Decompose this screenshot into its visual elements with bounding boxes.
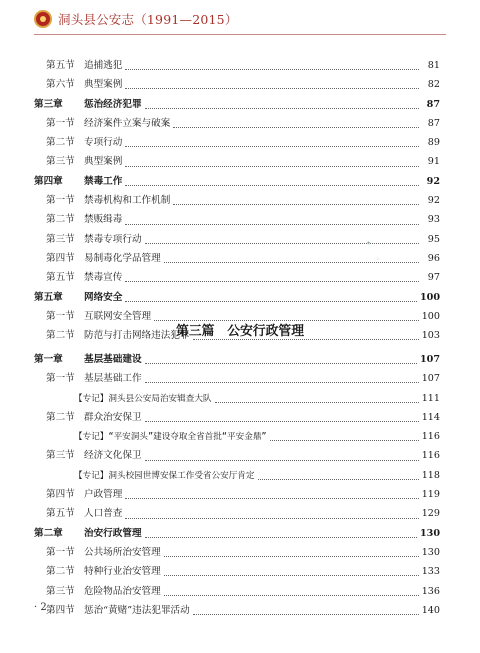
toc-entry-title: 治安行政管理 <box>84 527 142 539</box>
toc-page-number: 87 <box>426 98 440 110</box>
dot-leader <box>125 301 417 302</box>
toc-chapter-row[interactable] <box>34 172 440 191</box>
toc-entry-number: 第一节 <box>46 117 75 129</box>
toc-section-row[interactable] <box>34 408 440 427</box>
toc-entry-title: 基层基础工作 <box>84 373 142 385</box>
toc-section-row[interactable] <box>34 369 440 388</box>
dot-leader <box>164 556 419 557</box>
toc-page-number: 140 <box>421 604 440 616</box>
toc-section-bottom <box>34 350 440 620</box>
toc-entry-title: 易制毒化学品管理 <box>84 252 161 264</box>
toc-page-number: 118 <box>421 469 440 481</box>
toc-section-row[interactable] <box>34 56 440 75</box>
toc-note-row[interactable] <box>34 389 440 408</box>
toc-entry-label <box>34 249 161 268</box>
dot-leader <box>164 595 419 596</box>
toc-entry-label <box>34 428 267 447</box>
dot-leader <box>258 479 419 480</box>
toc-entry-number: 【专记】 <box>74 393 109 404</box>
toc-entry-title: 经济案件立案与破案 <box>84 117 171 129</box>
toc-entry-title: 危险物品治安管理 <box>84 585 161 597</box>
toc-page-number: 103 <box>421 330 440 342</box>
dot-leader <box>145 243 419 244</box>
toc-page-number: 136 <box>421 585 440 597</box>
toc-entry-title: 人口普查 <box>84 508 123 520</box>
toc-page-number: 100 <box>421 310 440 322</box>
toc-entry-label <box>34 268 122 287</box>
toc-entry-label <box>34 467 255 486</box>
toc-page-number: 92 <box>426 175 440 187</box>
toc-entry-number: 第一节 <box>46 373 75 385</box>
toc-entry-title: “平安洞头”建设夺取全省首批“平安金鼎” <box>108 432 267 443</box>
toc-page-number: 81 <box>427 60 440 71</box>
toc-chapter-row[interactable] <box>34 350 440 369</box>
toc-entry-number: 第二章 <box>34 527 63 539</box>
toc-entry-number: 第三节 <box>46 156 75 168</box>
dot-leader <box>145 460 419 461</box>
toc-page-number: 107 <box>419 354 440 365</box>
toc-entry-title: 特种行业治安管理 <box>84 566 161 578</box>
dot-leader <box>145 108 419 109</box>
toc-entry-title: 禁毒工作 <box>84 175 123 187</box>
toc-entry-label <box>34 350 142 369</box>
toc-section-row[interactable] <box>34 133 440 152</box>
toc-section-row[interactable] <box>34 601 440 620</box>
police-emblem-icon <box>34 10 52 28</box>
dot-leader <box>125 224 419 225</box>
toc-page-number: 95 <box>427 233 440 245</box>
toc-entry-label <box>34 114 170 133</box>
toc-entry-number: 第五节 <box>46 60 75 71</box>
toc-entry-title: 网络安全 <box>84 291 123 303</box>
toc-page-number: 89 <box>427 137 440 149</box>
toc-page-number: 116 <box>421 450 440 462</box>
toc-entry-title: 互联网安全管理 <box>84 310 152 322</box>
toc-chapter-row[interactable] <box>34 95 440 114</box>
toc-note-row[interactable] <box>34 466 440 485</box>
toc-entry-number: 第三节 <box>46 233 75 245</box>
toc-entry-number: 第五章 <box>34 291 63 303</box>
toc-page-number: 111 <box>421 392 440 404</box>
toc-section-row[interactable] <box>34 114 440 133</box>
toc-entry-title: 追捕逃犯 <box>84 60 123 71</box>
toc-entry-number: 第一节 <box>46 195 75 207</box>
toc-entry-number: 第三节 <box>46 450 75 462</box>
toc-entry-number: 第一节 <box>46 546 75 558</box>
scan-speck: ◦ <box>376 256 380 263</box>
toc-note-row[interactable] <box>34 427 440 446</box>
toc-entry-number: 第二节 <box>46 214 75 226</box>
running-header <box>34 6 446 32</box>
toc-page-number: 92 <box>427 195 440 207</box>
toc-entry-label <box>34 408 142 427</box>
toc-chapter-row[interactable] <box>34 524 440 543</box>
dot-leader <box>215 402 419 403</box>
toc-entry-number: 第四章 <box>34 175 63 187</box>
dot-leader <box>145 382 419 383</box>
dot-leader <box>125 88 419 89</box>
dot-leader <box>270 440 419 441</box>
dot-leader <box>173 204 419 205</box>
toc-entry-label <box>34 191 170 210</box>
toc-entry-number: 第四节 <box>46 252 75 264</box>
toc-page-number: 129 <box>421 508 440 520</box>
toc-page-number: 133 <box>421 566 440 578</box>
header-title: 洞头县公安志（1991—2015） <box>58 12 238 27</box>
toc-entry-title: 惩治“黄赌”违法犯罪活动 <box>84 604 190 616</box>
toc-section-row[interactable] <box>34 446 440 465</box>
toc-entry-label <box>34 152 122 171</box>
header-rule <box>34 34 446 35</box>
toc-entry-label <box>34 582 161 601</box>
scan-speck: ✦ <box>366 240 372 247</box>
toc-entry-number: 第二节 <box>46 330 75 342</box>
toc-entry-label <box>34 133 122 152</box>
toc-entry-number: 【专记】 <box>74 470 109 481</box>
toc-section-row[interactable] <box>34 75 440 94</box>
toc-section-row[interactable] <box>34 210 440 229</box>
toc-page-number: 116 <box>421 431 440 443</box>
toc-entry-number: 第三章 <box>34 98 63 110</box>
toc-entry-title: 经济文化保卫 <box>84 450 142 462</box>
toc-entry-label <box>34 369 142 388</box>
toc-entry-number: 第五节 <box>46 508 75 520</box>
toc-section-row[interactable] <box>34 268 440 287</box>
toc-page-number: 114 <box>421 411 440 423</box>
dot-leader <box>125 69 419 70</box>
toc-entry-label <box>34 230 142 249</box>
toc-entry-title: 禁毒专项行动 <box>84 233 142 245</box>
toc-page-number: 130 <box>421 546 440 558</box>
toc-entry-title: 公共场所治安管理 <box>84 546 161 558</box>
toc-entry-title: 禁贩缉毒 <box>84 214 123 226</box>
toc-entry-title: 典型案例 <box>84 156 123 168</box>
toc-section-row[interactable] <box>34 230 440 249</box>
toc-entry-label <box>34 562 161 581</box>
toc-entry-number: 第二节 <box>46 411 75 423</box>
dot-leader <box>164 262 419 263</box>
toc-entry-label <box>34 601 190 620</box>
toc-page-number: 107 <box>421 373 440 385</box>
toc-entry-label <box>34 56 122 75</box>
toc-page-number: 100 <box>419 291 440 303</box>
toc-entry-label <box>34 75 122 94</box>
toc-page-number: 87 <box>427 117 440 129</box>
toc-entry-number: 第一节 <box>46 310 75 322</box>
dot-leader <box>125 281 419 282</box>
toc-entry-label <box>34 524 142 543</box>
toc-entry-title: 防范与打击网络违法犯罪 <box>84 330 190 342</box>
toc-section-top <box>34 56 440 345</box>
part-title: 第三篇 公安行政管理 <box>176 324 304 339</box>
toc-section-row[interactable] <box>34 582 440 601</box>
toc-page-number: 96 <box>427 252 440 264</box>
page-number: · 2 · <box>34 602 54 613</box>
dot-leader <box>145 537 417 538</box>
toc-entry-label <box>34 210 122 229</box>
toc-entry-title: 典型案例 <box>84 79 123 91</box>
toc-section-row[interactable] <box>34 504 440 523</box>
dot-leader <box>173 127 419 128</box>
toc-entry-title: 户政管理 <box>84 489 123 501</box>
toc-section-row[interactable] <box>34 562 440 581</box>
dot-leader <box>145 363 417 364</box>
toc-section-row[interactable] <box>34 191 440 210</box>
toc-entry-number: 第三节 <box>46 585 75 597</box>
dot-leader <box>125 185 419 186</box>
toc-entry-number: 第二节 <box>46 137 75 149</box>
toc-chapter-row[interactable] <box>34 288 440 307</box>
toc-entry-title: 禁毒宣传 <box>84 272 123 284</box>
dot-leader <box>125 498 418 499</box>
toc-entry-label <box>34 95 142 114</box>
toc-entry-title: 基层基础建设 <box>84 354 142 365</box>
toc-entry-label <box>34 288 122 307</box>
toc-page-number: 82 <box>427 79 440 91</box>
toc-page-number: 91 <box>427 156 440 168</box>
toc-entry-number: 【专记】 <box>74 432 109 443</box>
toc-section-row[interactable] <box>34 152 440 171</box>
toc-entry-label <box>34 172 122 191</box>
toc-section-row[interactable] <box>34 485 440 504</box>
toc-section-row[interactable] <box>34 543 440 562</box>
toc-page-number: 130 <box>419 527 440 539</box>
toc-entry-label <box>34 504 122 523</box>
toc-page-number: 119 <box>421 489 440 501</box>
toc-entry-number: 第一章 <box>34 354 63 365</box>
dot-leader <box>164 575 419 576</box>
toc-entry-number: 第五节 <box>46 272 75 284</box>
toc-entry-label <box>34 485 122 504</box>
toc-entry-label <box>34 390 212 409</box>
toc-entry-title: 禁毒机构和工作机制 <box>84 195 171 207</box>
dot-leader <box>193 614 419 615</box>
toc-entry-label <box>34 543 161 562</box>
dot-leader <box>125 518 418 519</box>
dot-leader <box>125 166 419 167</box>
toc-page-number: 93 <box>427 214 440 226</box>
toc-entry-title: 洞头校园世博安保工作受省公安厅肯定 <box>108 470 255 481</box>
toc-entry-label <box>34 446 142 465</box>
toc-entry-title: 洞头县公安局治安辑查大队 <box>108 393 212 404</box>
toc-entry-number: 第四节 <box>46 489 75 501</box>
toc-entry-title: 群众治安保卫 <box>84 411 142 423</box>
toc-entry-title: 专项行动 <box>84 137 123 149</box>
dot-leader <box>145 421 419 422</box>
toc-entry-number: 第二节 <box>46 566 75 578</box>
dot-leader <box>193 339 419 340</box>
toc-entry-number: 第四节 <box>46 604 75 616</box>
toc-entry-title: 惩治经济犯罪 <box>84 98 142 110</box>
dot-leader <box>125 146 419 147</box>
toc-entry-number: 第六节 <box>46 79 75 91</box>
toc-page-number: 97 <box>427 272 440 284</box>
